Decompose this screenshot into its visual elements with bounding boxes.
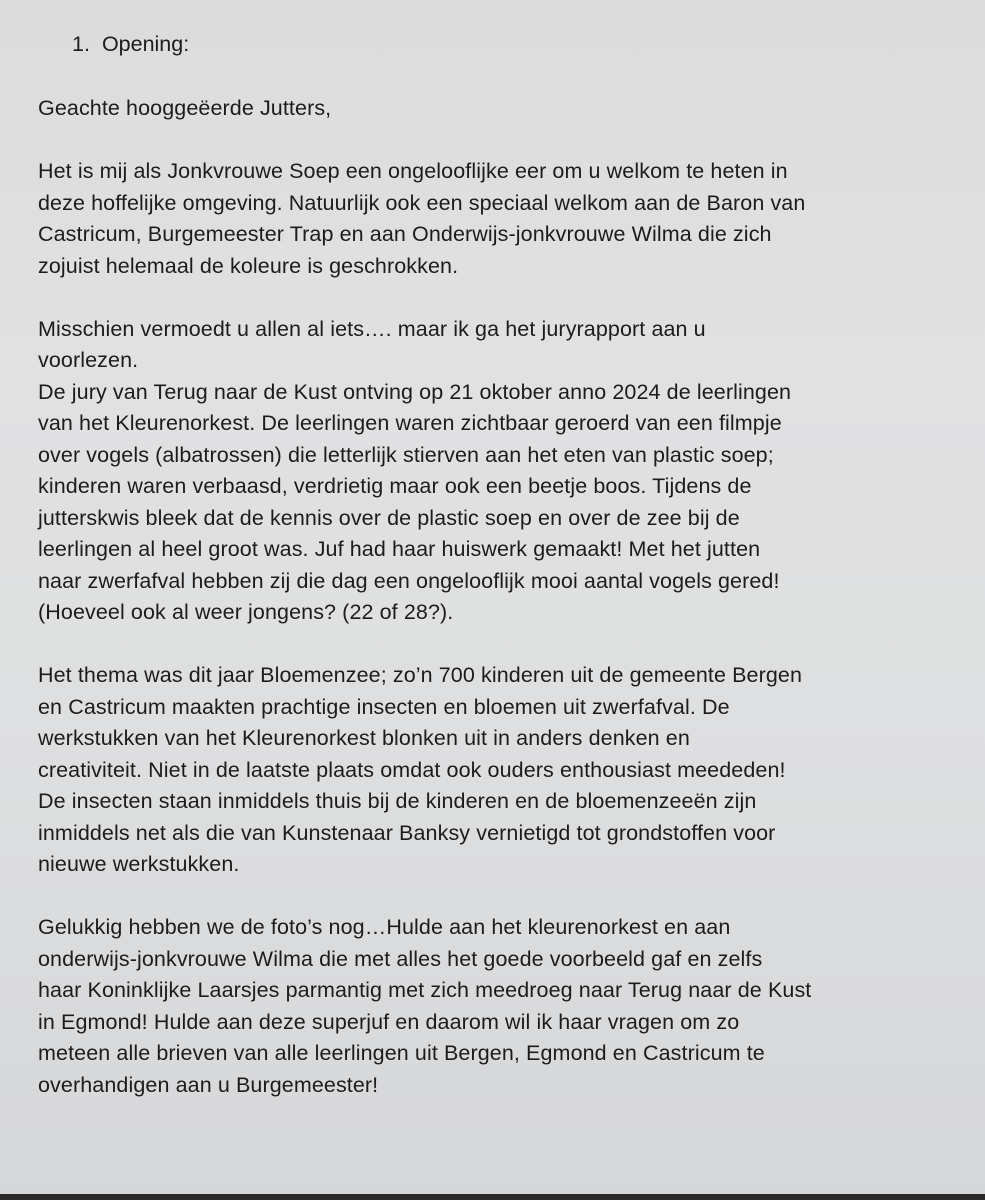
paragraph-line: nieuwe werkstukken. — [38, 852, 240, 876]
paragraph-line: (Hoeveel ook al weer jongens? (22 of 28?). — [38, 600, 454, 624]
paragraph-line: Het thema was dit jaar Bloemenzee; zo’n 700 kinderen uit de gemeente Bergen — [38, 663, 803, 687]
paragraph-line: meteen alle brieven van alle leerlingen uit Bergen, Egmond en Castricum te — [38, 1041, 765, 1065]
paragraph-line: inmiddels net als die van Kunstenaar Banksy vernietigd tot grondstoffen voor — [38, 820, 776, 845]
heading-title: Opening: — [101, 32, 190, 56]
paragraph-line: Misschien vermoedt u allen al iets…. maar ik ga het juryrapport aan u — [38, 316, 706, 341]
paragraph-line: van het Kleurenorkest. De leerlingen waren zichtbaar geroerd van een filmpje — [38, 411, 782, 435]
paragraph-line: De insecten staan inmiddels thuis bij de kinderen en de bloemenzeeën zijn — [38, 789, 757, 813]
paragraph-1 — [38, 156, 943, 282]
paragraph-line: zojuist helemaal de koleure is geschrokken. — [38, 253, 459, 278]
paragraph-line: De jury van Terug naar de Kust ontving op 21 oktober anno 2024 de leerlingen — [38, 379, 792, 404]
paragraph-line: jutterskwis bleek dat de kennis over de plastic soep en over de zee bij de — [38, 505, 740, 530]
paragraph-line: onderwijs-jonkvrouwe Wilma die met alles het goede voorbeeld gaf en zelfs — [38, 946, 763, 971]
paragraph-line: Gelukkig hebben we de foto’s nog…Hulde aan het kleurenorkest en aan — [38, 915, 731, 939]
paragraph-line: creativiteit. Niet in de laatste plaats omdat ook ouders enthousiast meededen! — [38, 757, 786, 782]
paragraph-line: leerlingen al heel groot was. Juf had haar huiswerk gemaakt! Met het jutten — [38, 537, 761, 561]
paragraph-line: in Egmond! Hulde aan deze superjuf en daarom wil ik haar vragen om zo — [38, 1009, 740, 1034]
paragraph-line: en Castricum maakten prachtige insecten en bloemen uit zwerfafval. De — [38, 694, 730, 719]
paragraph-line: overhandigen aan u Burgemeester! — [38, 1072, 379, 1097]
salutation: Geachte hooggeëerde Jutters, — [38, 96, 332, 120]
paragraph-line: deze hoffelijke omgeving. Natuurlijk ook een speciaal welkom aan de Baron van — [38, 190, 806, 215]
letter-body — [38, 30, 943, 1101]
paragraph-3 — [38, 660, 943, 881]
paragraph-line: over vogels (albatrossen) die letterlijk stierven aan het eten van plastic soep; — [38, 442, 774, 467]
paragraph-line: Castricum, Burgemeester Trap en aan Onderwijs-jonkvrouwe Wilma die zich — [38, 222, 772, 246]
paragraph-line: voorlezen. — [38, 348, 139, 372]
paragraph-line: werkstukken van het Kleurenorkest blonken uit in anders denken en — [38, 726, 690, 750]
heading-number: 1. — [72, 32, 90, 56]
paragraph-4 — [38, 912, 943, 1101]
paragraph-line: naar zwerfafval hebben zij die dag een ongelooflijk mooi aantal vogels gered! — [38, 568, 780, 593]
paragraph-line: kinderen waren verbaasd, verdrietig maar ook een beetje boos. Tijdens de — [38, 474, 752, 498]
paragraph-line: haar Koninklijke Laarsjes parmantig met zich meedroeg naar Terug naar de Kust — [38, 978, 812, 1002]
paragraph-line: Het is mij als Jonkvrouwe Soep een ongelooflijke eer om u welkom te heten in — [38, 159, 788, 183]
paragraph-2 — [38, 314, 943, 629]
